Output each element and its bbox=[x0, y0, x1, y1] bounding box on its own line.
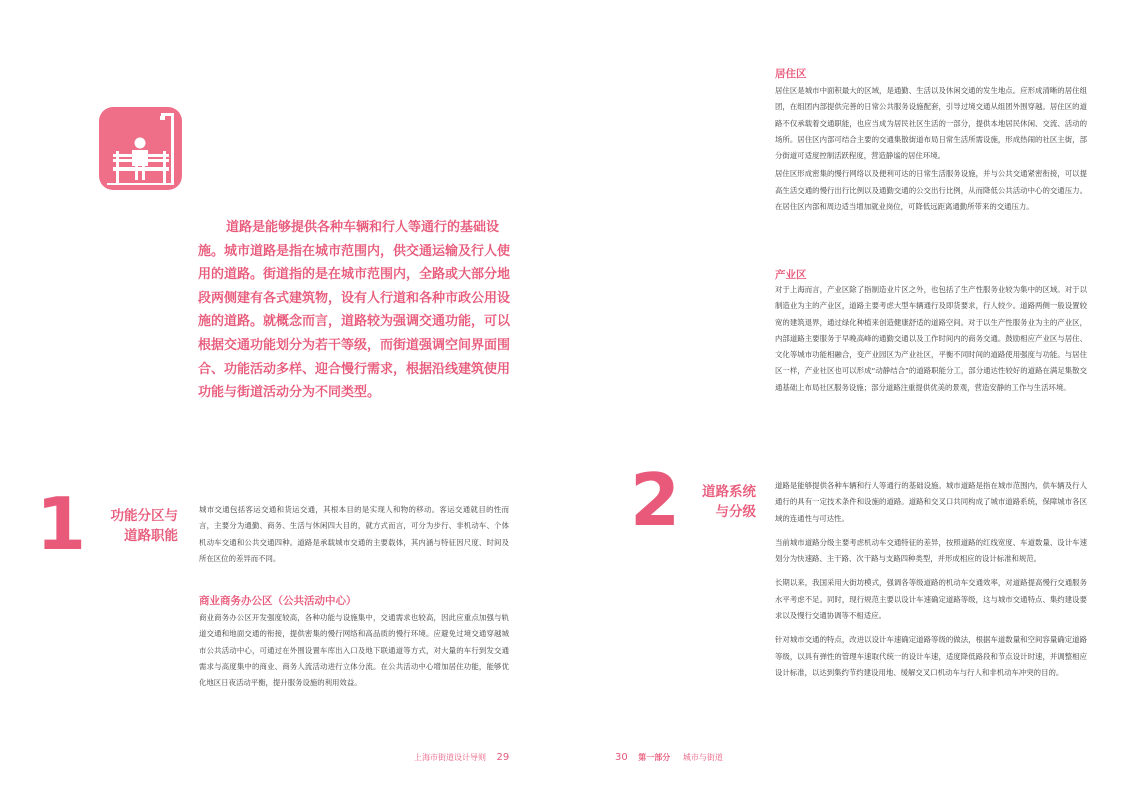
park-bench-streetlight-icon bbox=[99, 107, 182, 190]
section-2-paragraph-3: 长期以来，我国采用大街坊模式，强调各等级道路的机动车交通效率，对道路提高慢行交通服务水平考虑不足。同时，现行规范主要以设计车速确定道路等级，这与城市交通特点、集约建设要求以及慢行交通协调等不相适应。 bbox=[775, 578, 1087, 621]
page-number-right: 30 bbox=[615, 752, 628, 763]
heading-residential: 居住区 bbox=[775, 68, 807, 80]
heading-industrial: 产业区 bbox=[775, 269, 807, 281]
section-2-paragraph-1: 道路是能够提供各种车辆和行人等通行的基础设施。城市道路是指在城市范围内，供车辆及行人通行的具有一定技术条件和设施的道路。道路和交叉口共同构成了城市道路系统，保障城市各区域的连通性与可达性。 bbox=[775, 481, 1087, 523]
residential-paragraph-1: 居住区是城市中面积最大的区域，是通勤、生活以及休闲交通的发生地点。应形成清晰的居住组团，在组团内部提供完善的日常公共服务设施配套，引导过境交通从组团外围穿越。居住区的道路不仅承载着交通职能，也应当成为居民社区生活的一部分，提供本地居民休闲、交流、活动的场所。居住区内部可结合主要的交通集散街道布局日常生活所需设施，形成热闹的社区主街，部分街道可适度控制活跃程度，营造静谧的居住环境。 bbox=[775, 86, 1087, 161]
page-number-left: 29 bbox=[496, 752, 510, 763]
section-2-paragraph-4: 针对城市交通的特点，改进以设计车速确定道路等级的做法，根据车道数量和空间容量确定道路等级，以具有弹性的管理车速取代统一的设计车速，适度降低路段和节点设计时速，并调整相应设计标准，以达到集约节约建设用地、缓解交叉口机动车与行人和非机动车冲突的目的。 bbox=[775, 635, 1087, 677]
industrial-body: 对于上海而言，产业区除了指制造业片区之外，也包括了生产性服务业较为集中的区域。对于以制造业为主的产业区，道路主要考虑大型车辆通行及即货要求，行人较少。道路两侧一般设置较宽的建筑退界，通过绿化种植来创造健康舒适的道路空间。对于以生产性服务业为主的产业区，内部道路主要服务于早晚高峰的通勤交通以及工作时间内的商务交通。鼓励相应产业区与居住、文化等城市功能相融合，变产业园区为产业社区，平衡不同时间的道路使用强度与功能。与居住区一样，产业社区也可以形成“动静结合”的道路职能分工，部分通达性较好的道路在满足集散交通基础上布局社区服务设施；部分道路注重提供优美的景观，营造安静的工作与生活环境。 bbox=[775, 285, 1087, 392]
section-1-body: 城市交通包括客运交通和货运交通，其根本目的是实现人和物的移动。客运交通就目的性而言，主要分为通勤、商务、生活与休闲四大目的，就方式而言，可分为步行、非机动车、个体机动车交通和公共交通四种。道路是承载城市交通的主要载体，其内涵与特征因尺度、时间及所在区位的差异而不同。 bbox=[199, 505, 509, 563]
section-number-1: 1 bbox=[36, 482, 87, 566]
commercial-body: 商业商务办公区开发强度较高，各种功能与设施集中，交通需求也较高，因此应重点加强与轨道交通和地面交通的衔接，提供密集的慢行网络和高品质的慢行环境。应避免过境交通穿越城市公共活动中心，可通过在外围设置车库出入口及地下联通道等方式，对大量的车行到发交通需求与高度集中的商业、商务人流活动进行立体分流。在公共活动中心增加居住功能，能够优化地区日夜活动平衡，提升服务设施的利用效益。 bbox=[199, 613, 509, 688]
section-title-1-line2: 道路职能 bbox=[124, 528, 178, 544]
section-title-2-line2: 与分级 bbox=[715, 504, 756, 520]
left-footer bbox=[414, 752, 509, 763]
footer-chapter-title: 城市与街道 bbox=[682, 753, 723, 762]
section-title-1 bbox=[96, 506, 178, 546]
illustration-tile bbox=[99, 107, 182, 190]
section-2-paragraph-2: 当前城市道路分级主要考虑机动车交通特征的差异，按照道路的红线宽度、车道数量、设计车速划分为快速路、主干路、次干路与支路四种类型，并形成相应的设计标准和规范。 bbox=[775, 537, 1087, 564]
section-title-2-line1: 道路系统 bbox=[702, 484, 756, 500]
section-title-1-line1: 功能分区与 bbox=[110, 508, 178, 524]
footer-book-title: 上海市街道设计导则 bbox=[414, 753, 486, 762]
residential-paragraph-2: 居住区形成密集的慢行网络以及便利可达的日常生活服务设施，并与公共交通紧密衔接，可以提高生活交通的慢行出行比例以及通勤交通的公交出行比例，从而降低公共活动中心的交通压力。在居住区内部和周边适当增加就业岗位，可降低远距离通勤所带来的交通压力。 bbox=[775, 169, 1087, 212]
section-2-body bbox=[775, 478, 1087, 683]
footer-part-label: 第一部分 bbox=[638, 753, 671, 762]
intro-paragraph: 道路是能够提供各种车辆和行人等通行的基础设施。城市道路是指在城市范围内，供交通运输及行人使用的道路。街道指的是在城市范围内，全路或大部分地段两侧建有各式建筑物，设有人行道和各种市政公用设施的道路。就概念而言，道路较为强调交通功能，可以根据交通功能划分为若干等级，而街道强调空间界面围合、功能活动多样、迎合慢行需求，根据沿线建筑使用功能与街道活动分为不同类型。 bbox=[198, 220, 511, 401]
section-title-2 bbox=[686, 482, 756, 522]
section-number-2: 2 bbox=[630, 458, 681, 542]
right-footer bbox=[615, 752, 723, 763]
residential-body bbox=[775, 83, 1087, 217]
subheading-commercial: 商业商务办公区（公共活动中心） bbox=[199, 595, 357, 607]
